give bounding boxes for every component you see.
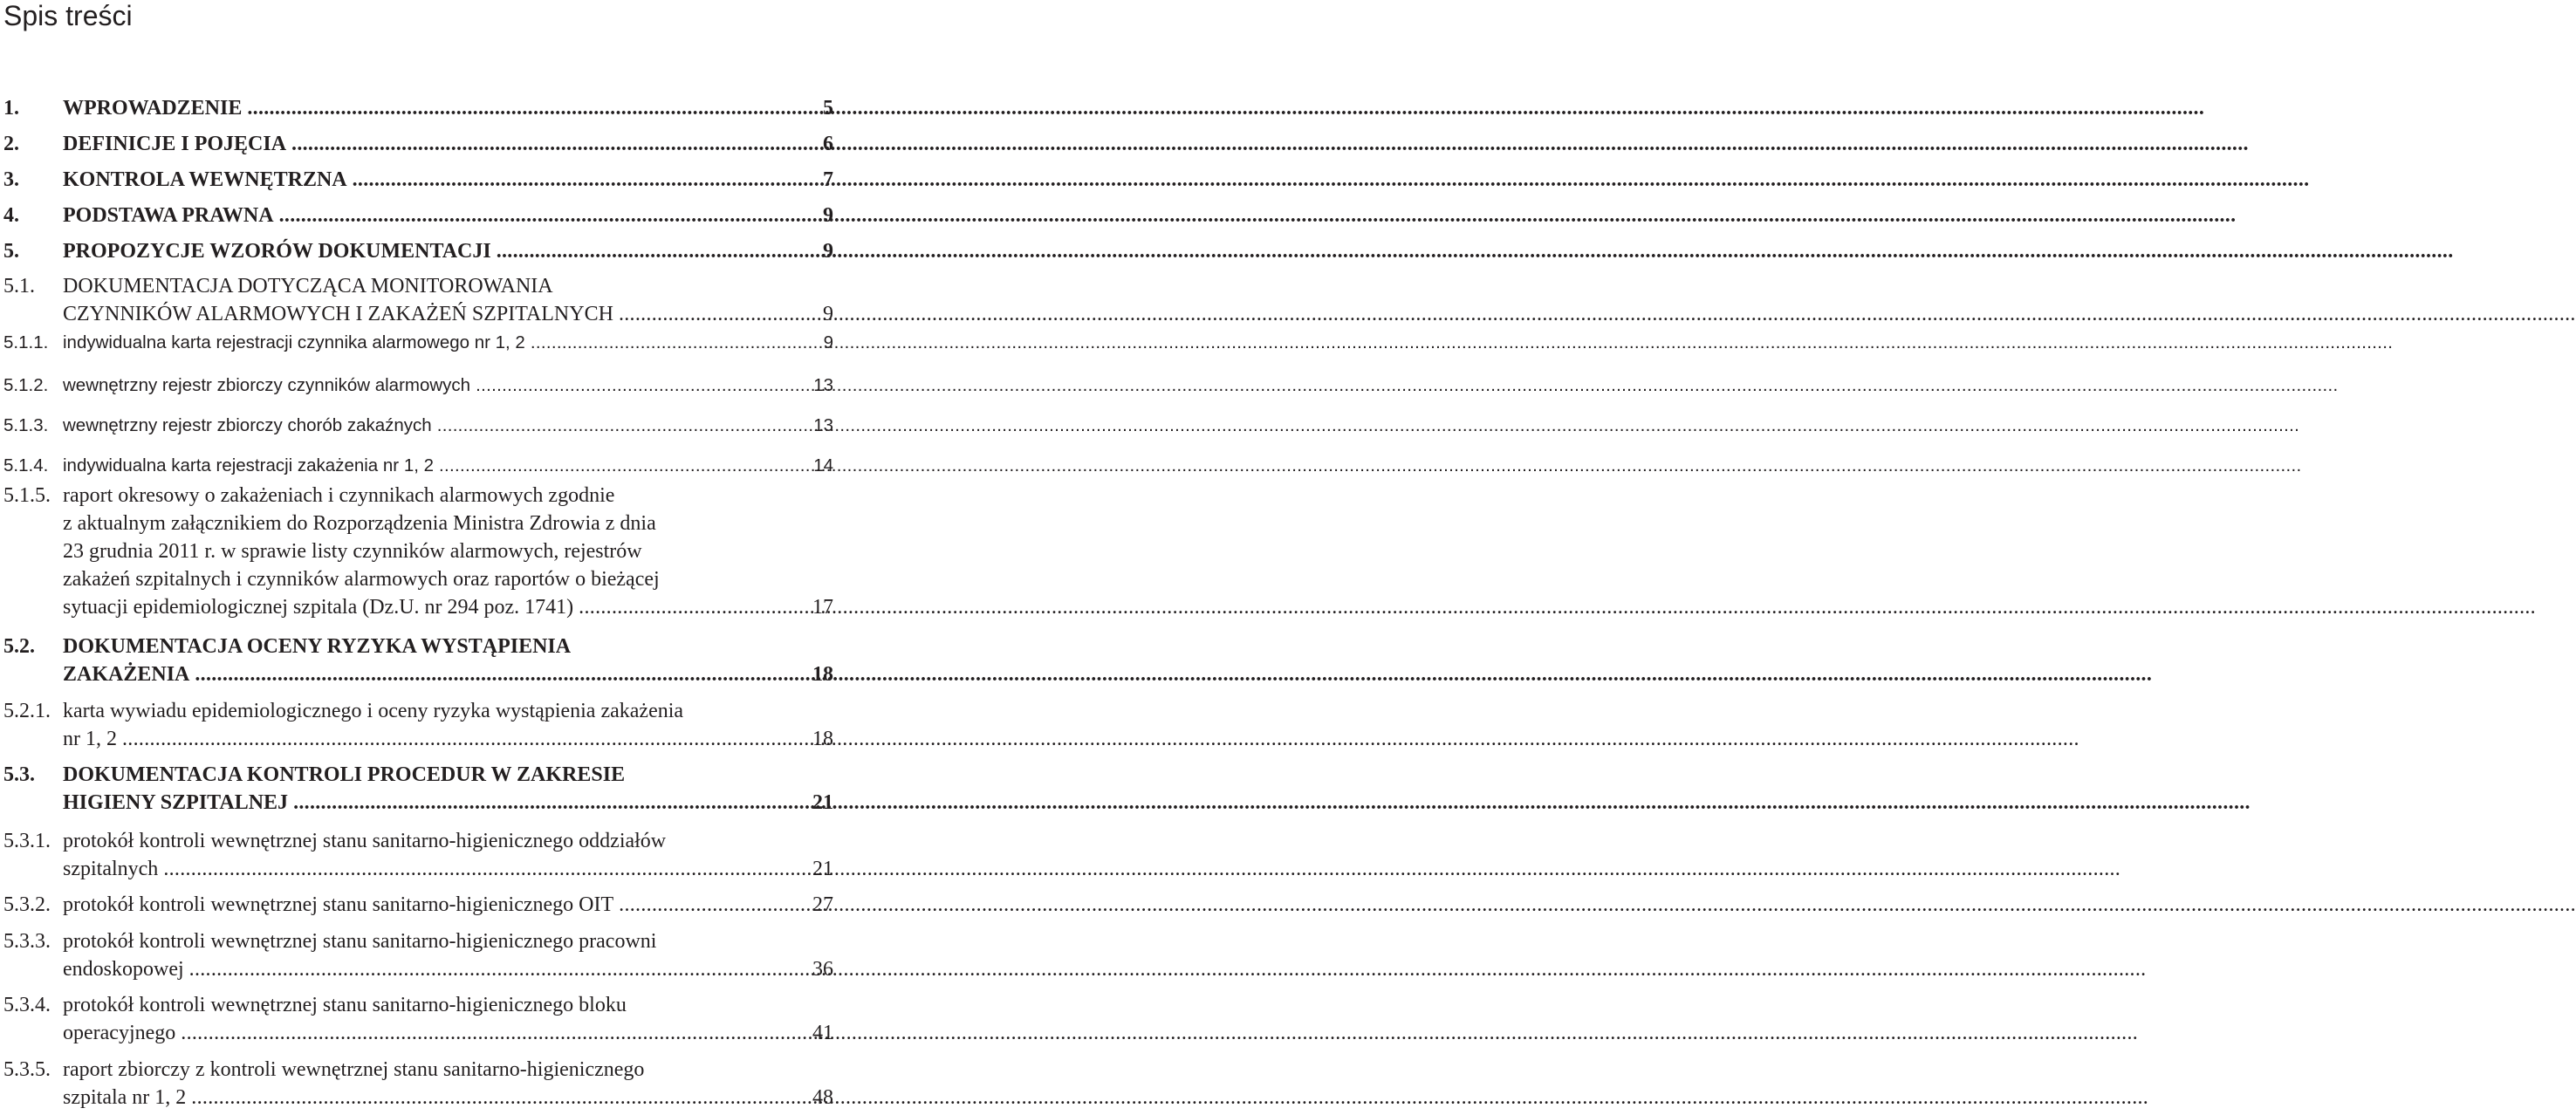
toc-entry-title: protokół kontroli wewnętrznej stanu sanitarno-higienicznego oddziałów: [63, 830, 667, 852]
toc-entry-title: PODSTAWA PRAWNA: [63, 204, 274, 227]
toc-page-number: 21: [812, 858, 833, 880]
toc-entry-number: 5.1.1.: [3, 332, 49, 352]
toc-entry-title: sytuacji epidemiologicznej szpitala (Dz.U. nr 294 poz. 1741): [63, 596, 574, 619]
toc-entry[interactable]: [3, 1056, 833, 1112]
toc-entry-title: karta wywiadu epidemiologicznego i oceny ryzyka wystąpienia zakażenia: [63, 700, 684, 722]
toc-entry-title: wewnętrzny rejestr zbiorczy chorób zakaźnych: [63, 415, 432, 435]
toc-entry[interactable]: [3, 891, 833, 919]
toc-entry-line: [3, 955, 833, 983]
page-title: Spis treści: [3, 0, 133, 31]
toc-entry-number: 5.3.4.: [3, 994, 51, 1016]
toc-page-number: 9: [823, 303, 833, 325]
dot-leader: [279, 202, 822, 229]
toc-page-number: 41: [812, 1022, 833, 1044]
toc-page-number: 27: [812, 893, 833, 916]
toc-entry-line: [3, 1056, 833, 1084]
toc-entry-number: 5.3.2.: [3, 893, 51, 916]
toc-page-number: 14: [813, 455, 833, 475]
toc-page-number: 9: [823, 332, 833, 352]
toc-entry-number: 5.2.: [3, 635, 35, 658]
toc-entry-line: [3, 300, 833, 328]
toc-entry-number: 3.: [3, 168, 19, 191]
toc-entry-line: [3, 1084, 833, 1112]
toc-entry-title: DEFINICJE I POJĘCIA: [63, 133, 287, 155]
toc-entry-title: zakażeń szpitalnych i czynników alarmowych oraz raportów o bieżącej: [63, 568, 660, 591]
toc-entry-title: protokół kontroli wewnętrznej stanu sanitarno-higienicznego bloku: [63, 994, 627, 1016]
toc-page-number: 13: [813, 375, 833, 395]
toc-entry[interactable]: [3, 452, 833, 480]
dot-leader: [619, 300, 822, 328]
toc-entry-title: DOKUMENTACJA DOTYCZĄCA MONITOROWANIA: [63, 275, 553, 298]
toc-page-number: 18: [812, 728, 833, 750]
toc-page-number: 9: [823, 240, 833, 263]
toc-entry-title: nr 1, 2: [63, 728, 117, 750]
toc-entry[interactable]: [3, 372, 833, 400]
toc-entry[interactable]: [3, 697, 833, 753]
toc-entry-line: [3, 565, 833, 593]
toc-entry-title: raport okresowy o zakażeniach i czynnikach alarmowych zgodnie: [63, 484, 615, 507]
toc-entry-title: indywidualna karta rejestracji zakażenia nr 1, 2: [63, 455, 435, 475]
toc-entry-number: 5.1.2.: [3, 375, 49, 395]
toc-entry-line: [3, 452, 833, 480]
toc-entry[interactable]: [3, 237, 833, 265]
toc-page-number: 36: [812, 958, 833, 981]
toc-entry-line: [3, 237, 833, 265]
toc-entry[interactable]: [3, 412, 833, 440]
toc-entry-number: 5.1.4.: [3, 455, 49, 475]
toc-entry-number: 5.1.3.: [3, 415, 49, 435]
dot-leader: [497, 237, 822, 265]
toc-entry-title: endoskopowej: [63, 958, 184, 981]
toc-page-number: 21: [812, 791, 833, 814]
dot-leader: [619, 891, 812, 919]
toc-entry-title: WPROWADZENIE: [63, 97, 243, 120]
dot-leader: [531, 329, 823, 357]
toc-entry-line: [3, 697, 833, 725]
toc-entry-number: 2.: [3, 133, 19, 155]
toc-entry-title: szpitalnych: [63, 858, 159, 880]
toc-entry-line: [3, 510, 833, 537]
toc-entry-number: 5.3.1.: [3, 830, 51, 852]
toc-entry[interactable]: [3, 991, 833, 1047]
toc-entry-line: [3, 94, 833, 122]
toc-entry-title: protokół kontroli wewnętrznej stanu sanitarno-higienicznego pracowni: [63, 930, 657, 953]
toc-entry-line: [3, 593, 833, 621]
toc-entry[interactable]: [3, 202, 833, 229]
toc-entry-title: DOKUMENTACJA OCENY RYZYKA WYSTĄPIENIA: [63, 635, 572, 658]
dot-leader: [353, 166, 822, 194]
toc-entry-line: [3, 827, 833, 855]
toc-entry-title: wewnętrzny rejestr zbiorczy czynników alarmowych: [63, 375, 471, 395]
toc-entry[interactable]: [3, 761, 833, 817]
toc-page-number: 17: [812, 596, 833, 619]
toc-entry-title: ZAKAŻENIA: [63, 663, 190, 686]
dot-leader: [291, 130, 822, 158]
toc-entry[interactable]: [3, 94, 833, 122]
toc-entry-line: [3, 482, 833, 510]
toc-entry[interactable]: [3, 827, 833, 883]
toc-entry-number: 5.1.: [3, 275, 35, 298]
toc-entry-title: DOKUMENTACJA KONTROLI PROCEDUR W ZAKRESIE: [63, 763, 626, 786]
toc-entry-title: raport zbiorczy z kontroli wewnętrznej stanu sanitarno-higienicznego: [63, 1058, 645, 1081]
toc-page-number: 48: [812, 1086, 833, 1109]
toc-entry-line: [3, 537, 833, 565]
toc-entry-number: 5.1.5.: [3, 484, 51, 507]
toc-entry-line: [3, 372, 833, 400]
toc-page-number: 18: [812, 663, 833, 686]
dot-leader: [163, 855, 812, 883]
toc-entry-line: [3, 761, 833, 789]
toc-entry-line: [3, 927, 833, 955]
toc-entry-title: KONTROLA WEWNĘTRZNA: [63, 168, 347, 191]
dot-leader: [122, 725, 812, 753]
toc-entry[interactable]: [3, 482, 833, 621]
dot-leader: [293, 789, 812, 817]
dot-leader: [247, 94, 822, 122]
toc-entry-title: protokół kontroli wewnętrznej stanu sanitarno-higienicznego OIT: [63, 893, 614, 916]
dot-leader: [189, 955, 812, 983]
toc-entry-title: 23 grudnia 2011 r. w sprawie listy czynników alarmowych, rejestrów: [63, 540, 642, 563]
dot-leader: [181, 1019, 812, 1047]
toc-entry-number: 5.: [3, 240, 19, 263]
toc-entry-title: HIGIENY SZPITALNEJ: [63, 791, 289, 814]
toc-entry[interactable]: [3, 272, 833, 328]
toc-entry-line: [3, 789, 833, 817]
toc-entry-title: CZYNNIKÓW ALARMOWYCH I ZAKAŻEŃ SZPITALNYCH: [63, 303, 613, 325]
toc-entry-line: [3, 329, 833, 357]
toc-entry-number: 5.2.1.: [3, 700, 51, 722]
toc-entry-title: z aktualnym załącznikiem do Rozporządzenia Ministra Zdrowia z dnia: [63, 512, 656, 535]
toc-entry-number: 5.3.5.: [3, 1058, 51, 1081]
toc-entry-number: 4.: [3, 204, 19, 227]
toc-entry[interactable]: [3, 166, 833, 194]
toc-entry-line: [3, 991, 833, 1019]
dot-leader: [579, 593, 812, 621]
toc-page-number: 13: [813, 415, 833, 435]
toc-entry[interactable]: [3, 927, 833, 983]
toc-entry-line: [3, 660, 833, 688]
toc-page-number: 9: [823, 204, 833, 227]
toc-entry-title: operacyjnego: [63, 1022, 176, 1044]
toc-entry-line: [3, 891, 833, 919]
dot-leader: [437, 412, 812, 440]
toc-entry[interactable]: [3, 329, 833, 357]
dot-leader: [476, 372, 812, 400]
toc-entry-title: szpitala nr 1, 2: [63, 1086, 187, 1109]
toc-entry-line: [3, 855, 833, 883]
toc-entry-line: [3, 1019, 833, 1047]
toc-entry-line: [3, 725, 833, 753]
toc-entry-line: [3, 166, 833, 194]
toc-page-number: 7: [823, 168, 833, 191]
toc-entry-title: indywidualna karta rejestracji czynnika alarmowego nr 1, 2: [63, 332, 525, 352]
toc-entry[interactable]: [3, 130, 833, 158]
toc-entry-number: 5.3.3.: [3, 930, 51, 953]
toc-entry-line: [3, 633, 833, 660]
toc-entry-line: [3, 202, 833, 229]
table-of-contents: [0, 0, 838, 1115]
dot-leader: [191, 1084, 812, 1112]
toc-entry-number: 1.: [3, 97, 19, 120]
toc-entry-number: 5.3.: [3, 763, 35, 786]
toc-entry-line: [3, 272, 833, 300]
toc-entry[interactable]: [3, 633, 833, 688]
toc-entry-line: [3, 130, 833, 158]
toc-entry-line: [3, 412, 833, 440]
toc-page-number: 5: [823, 97, 833, 120]
dot-leader: [195, 660, 812, 688]
toc-page-number: 6: [823, 133, 833, 155]
dot-leader: [439, 452, 812, 480]
toc-entry-title: PROPOZYCJE WZORÓW DOKUMENTACJI: [63, 240, 491, 263]
